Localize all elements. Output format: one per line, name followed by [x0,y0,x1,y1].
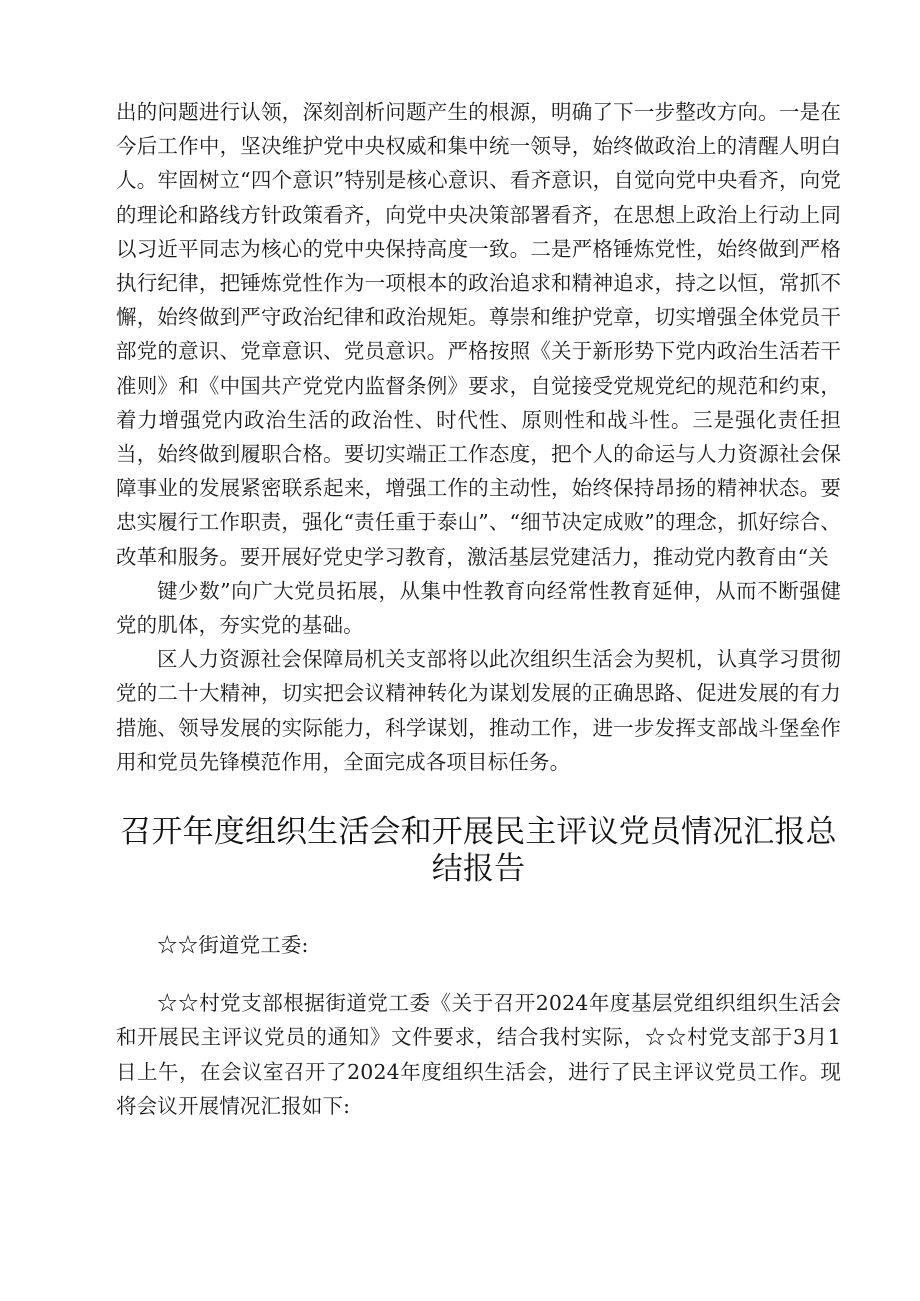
report-body-paragraph: ☆☆村党支部根据街道党工委《关于召开2024年度基层党组织组织生活会和开展民主评议党员的通知》文件要求，结合我村实际，☆☆村党支部于3月1日上午，在会议室召开了2024年度组织生活会，进行了民主评议党员工作。现将会议开展情况汇报如下: [116,991,841,1118]
body-paragraph-continuation: 键少数”向广大党员拓展，从集中性教育向经常性教育延伸，从而不断强健党的肌体，夯实党的基础。 [116,578,841,638]
document-page [116,95,841,1123]
body-paragraph-conclusion: 区人力资源社会保障局机关支部将以此次组织生活会为契机，认真学习贯彻党的二十大精神，切实把会议精神转化为谋划发展的正确思路、促进发展的有力措施、领导发展的实际能力，科学谋划，推动工作，进一步发挥支部战斗堡垒作用和党员先锋模范作用，全面完成各项目标任务。 [116,647,841,774]
report-title: 召开年度组织生活会和开展民主评议党员情况汇报总结报告 [120,814,837,888]
salutation: ☆☆街道党工委: [157,933,309,958]
body-paragraph-rectification: 出的问题进行认领，深刻剖析问题产生的根源，明确了下一步整改方向。一是在今后工作中，坚决维护党中央权威和集中统一领导，始终做政治上的清醒人明白人。牢固树立“四个意识”特别是核心意识、看齐意识，自觉向党中央看齐，向党的理论和路线方针政策看齐，向党中央决策部署看齐，在思想上政治上行动上同以习近平同志为核心的党中央保持高度一致。二是严格锤炼党性，始终做到严格执行纪律，把锤炼党性作为一项根本的政治追求和精神追求，持之以恒，常抓不懈，始终做到严守政治纪律和政治规矩。尊崇和维护党章，切实增强全体党员干部党的意识、党章意识、党员意识。严格按照《关于新形势下党内政治生活若干准则》和《中国共产党党内监督条例》要求，自觉接受党规党纪的规范和约束，着力增强党内政治生活的政治性、时代性、原则性和战斗性。三是强化责任担当，始终做到履职合格。要切实端正工作态度，把个人的命运与人力资源社会保障事业的发展紧密联系起来，增强工作的主动性，始终保持昂扬的精神状态。要忠实履行工作职责，强化“责任重于泰山”、“细节决定成败”的理念，抓好综合、改革和服务。要开展好党史学习教育，激活基层党建活力，推动党内教育由“关 [116,100,841,569]
